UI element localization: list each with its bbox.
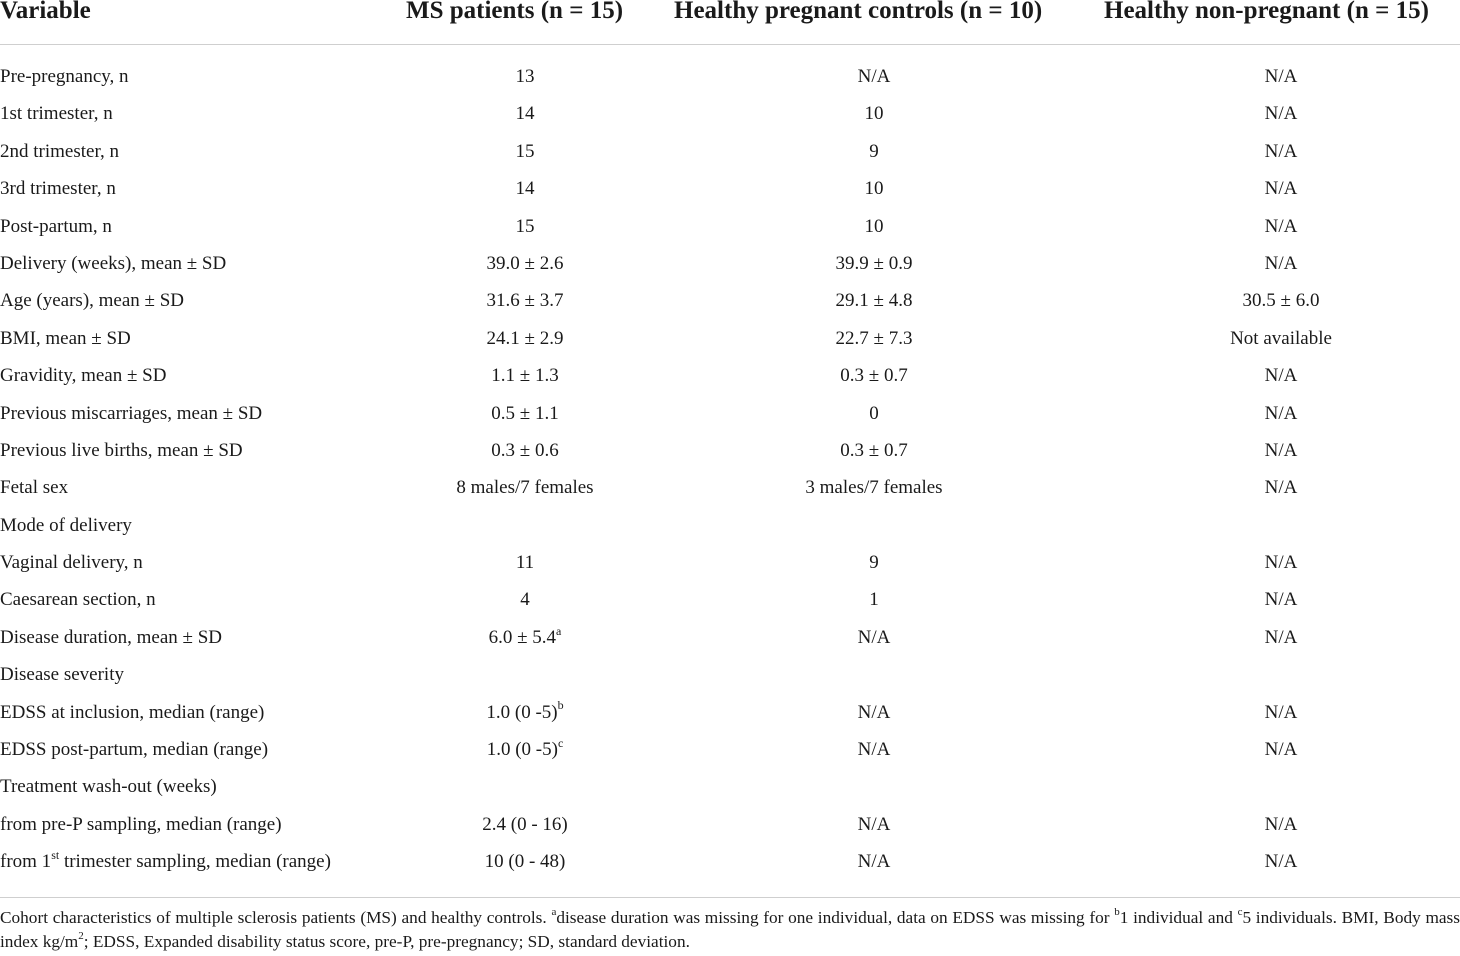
cell-ms-patients [491,403,558,425]
cell-non-pregnant: N/A [1264,402,1298,424]
header-pregnant-controls: Healthy pregnant controls (n = 10) [674,0,1043,24]
row-label-text: Pre-pregnancy, n [0,66,129,87]
table-row [0,769,1460,806]
cell-ms-patients [488,623,562,649]
table-row [0,695,1460,732]
row-label-text: Age (years), mean ± SD [0,290,185,312]
cell-pregnant-controls: 1 [869,589,879,611]
row-label [0,847,331,873]
cell-ms-value: 24.1 ± 2.9 [486,327,564,349]
cell-ms-value: 1.0 (0 -5) [486,739,558,761]
table-row [0,59,1460,96]
cell-non-pregnant: N/A [1264,589,1298,611]
table-row [0,96,1460,133]
table-body [0,59,1460,882]
row-label [0,589,156,611]
cell-non-pregnant: N/A [1264,252,1298,274]
cell-non-pregnant: N/A [1264,739,1298,761]
cell-ms-patients [491,440,558,462]
cell-non-pregnant: N/A [1264,813,1298,835]
footnote-sup-b: b [1114,906,1120,919]
footnote-text-2: disease duration was missing for one individual, data on EDSS was missing for [556,908,1115,927]
cell-ms-patients [486,698,564,724]
cell-non-pregnant: N/A [1264,439,1298,461]
row-label-text: Vaginal delivery, n [0,552,143,574]
table-row [0,321,1460,358]
table-row [0,508,1460,545]
cell-ms-value: 6.0 ± 5.4 [488,626,557,648]
table-header [0,0,1460,45]
table-row [0,171,1460,208]
table-row [0,807,1460,844]
footnote-text-4: 5 individuals. BMI, Body mass index kg/m [0,908,1460,951]
row-label-text: Gravidity, mean ± SD [0,365,167,387]
row-label-text: from 1 [0,851,52,873]
table-row [0,246,1460,283]
row-label-text: 1st trimester, n [0,103,113,125]
row-label [0,739,268,761]
table-row [0,283,1460,320]
cell-non-pregnant: N/A [1264,477,1298,499]
row-label [0,403,262,425]
cell-pregnant-controls: 10 [864,103,884,125]
cell-pregnant-controls: 9 [869,140,879,162]
header-ms-patients: MS patients (n = 15) [406,0,624,24]
cell-pregnant-controls: 3 males/7 females [805,477,943,499]
row-label [0,178,116,200]
cell-ms-value: 13 [515,66,535,87]
table-row [0,134,1460,171]
cell-non-pregnant: N/A [1264,851,1298,873]
row-label [0,515,132,537]
cell-pregnant-controls: 10 [864,178,884,200]
row-label [0,552,143,574]
row-label-text: from pre-P sampling, median (range) [0,813,282,835]
table-row [0,396,1460,433]
footnote-divider [0,897,1460,898]
footnote-sup-2: 2 [78,930,84,943]
cell-ms-value: 4 [520,589,530,611]
table-row [0,470,1460,507]
cell-pregnant-controls: 0.3 ± 0.7 [840,439,908,461]
cell-ms-patients [486,735,564,761]
header-non-pregnant: Healthy non-pregnant (n = 15) [1104,0,1429,24]
cell-ms-patients [456,477,593,499]
cell-ms-patients [516,103,535,125]
row-label-text: Mode of delivery [0,514,132,536]
row-label-text: Previous live births, mean ± SD [0,439,243,461]
cell-ms-value: 0.3 ± 0.6 [491,439,559,461]
table-footnote [0,906,1460,954]
row-label-text: Treatment wash-out (weeks) [0,776,217,798]
footnote-sup-a: a [551,906,557,919]
cell-pregnant-controls: N/A [857,851,891,873]
cell-ms-value: 15 [515,215,535,237]
table-row [0,358,1460,395]
cell-ms-patients [516,552,534,574]
cell-ms-patients [520,589,530,611]
cell-non-pregnant: 30.5 ± 6.0 [1242,290,1320,312]
table-row [0,732,1460,769]
row-label [0,440,243,462]
row-label [0,290,184,312]
table-row [0,657,1460,694]
cell-ms-patients [516,178,535,200]
row-label [0,664,124,686]
cell-non-pregnant: Not available [1230,327,1332,349]
cell-ms-value: 8 males/7 females [456,477,594,499]
cell-pregnant-controls: 9 [869,552,879,574]
cell-pregnant-controls: 0.3 ± 0.7 [840,365,908,387]
cell-pregnant-controls: 0 [869,402,879,424]
row-label [0,103,113,125]
cell-ms-sup: c [557,735,564,750]
row-label [0,253,226,275]
row-label-text: 2nd trimester, n [0,140,120,162]
cell-ms-value: 15 [515,140,535,162]
table-row [0,209,1460,246]
table-row [0,844,1460,881]
cell-pregnant-controls: 22.7 ± 7.3 [835,327,913,349]
cell-ms-value: 31.6 ± 3.7 [486,290,564,312]
cell-ms-value: 14 [515,178,535,200]
footnote-text-5: ; EDSS, Expanded disability status score, pre-P, pre-pregnancy; SD, standard deviation. [83,932,690,951]
cell-non-pregnant: N/A [1264,103,1298,125]
cell-pregnant-controls: 10 [864,215,884,237]
row-label-text: Post-partum, n [0,215,112,237]
cell-pregnant-controls: N/A [857,813,891,835]
row-label-text: BMI, mean ± SD [0,327,131,349]
footnote-text-3: 1 individual and [1119,908,1238,927]
cell-ms-value: 10 (0 - 48) [484,851,566,873]
cell-ms-value: 11 [515,552,535,574]
row-label [0,477,68,499]
row-label-text: Fetal sex [0,477,69,499]
cell-pregnant-controls: N/A [857,701,891,723]
cell-non-pregnant: N/A [1264,215,1298,237]
row-label-sup: st [51,847,60,862]
cell-non-pregnant: N/A [1264,552,1298,574]
cell-non-pregnant: N/A [1264,66,1298,87]
row-label-text: Delivery (weeks), mean ± SD [0,252,227,274]
row-label-text: EDSS at inclusion, median (range) [0,701,265,723]
table-row [0,433,1460,470]
row-label-text: Previous miscarriages, mean ± SD [0,402,263,424]
cell-pregnant-controls: N/A [857,626,891,648]
cell-ms-patients [487,253,564,275]
row-label-text: EDSS post-partum, median (range) [0,739,269,761]
cell-ms-value: 1.0 (0 -5) [486,701,558,723]
cell-ms-sup: a [556,623,562,638]
cell-non-pregnant: N/A [1264,140,1298,162]
cell-pregnant-controls: 39.9 ± 0.9 [835,252,913,274]
footnote-text-1: Cohort characteristics of multiple sclerosis patients (MS) and healthy controls. [0,908,552,927]
cell-ms-value: 2.4 (0 - 16) [482,813,568,835]
row-label [0,702,264,724]
cell-ms-patients [516,141,535,163]
row-label [0,66,129,88]
cell-ms-patients [487,290,564,312]
cell-ms-value: 1.1 ± 1.3 [491,365,559,387]
cell-pregnant-controls: N/A [857,66,891,87]
cell-pregnant-controls: N/A [857,739,891,761]
row-label-text: Disease severity [0,664,124,686]
cell-ms-value: 14 [515,103,535,125]
cell-ms-patients [516,216,535,238]
row-label [0,141,119,163]
row-label [0,627,222,649]
cell-pregnant-controls: 29.1 ± 4.8 [835,290,913,312]
cell-non-pregnant: N/A [1264,701,1298,723]
cell-ms-patients [487,328,564,350]
row-label [0,216,112,238]
cell-ms-patients [482,814,567,836]
table-row [0,620,1460,657]
row-label [0,776,217,798]
row-label [0,814,282,836]
row-label-text: 3rd trimester, n [0,178,116,200]
table-row [0,545,1460,582]
cell-ms-value: 39.0 ± 2.6 [486,252,564,274]
footnote-sup-c: c [1237,906,1243,919]
cell-non-pregnant: N/A [1264,178,1298,200]
row-label [0,328,131,350]
cell-ms-value: 0.5 ± 1.1 [491,402,559,424]
header-variable: Variable [0,0,91,24]
row-label-tail: trimester sampling, median (range) [59,851,331,873]
row-label-text: Caesarean section, n [0,589,156,611]
cell-non-pregnant: N/A [1264,626,1298,648]
cell-ms-patients [491,365,558,387]
row-label [0,365,166,387]
row-label-text: Disease duration, mean ± SD [0,626,223,648]
cell-ms-sup: b [557,698,564,713]
cell-non-pregnant: N/A [1264,365,1298,387]
cell-ms-patients [516,66,535,88]
cell-ms-patients [485,851,566,873]
table-row [0,582,1460,619]
